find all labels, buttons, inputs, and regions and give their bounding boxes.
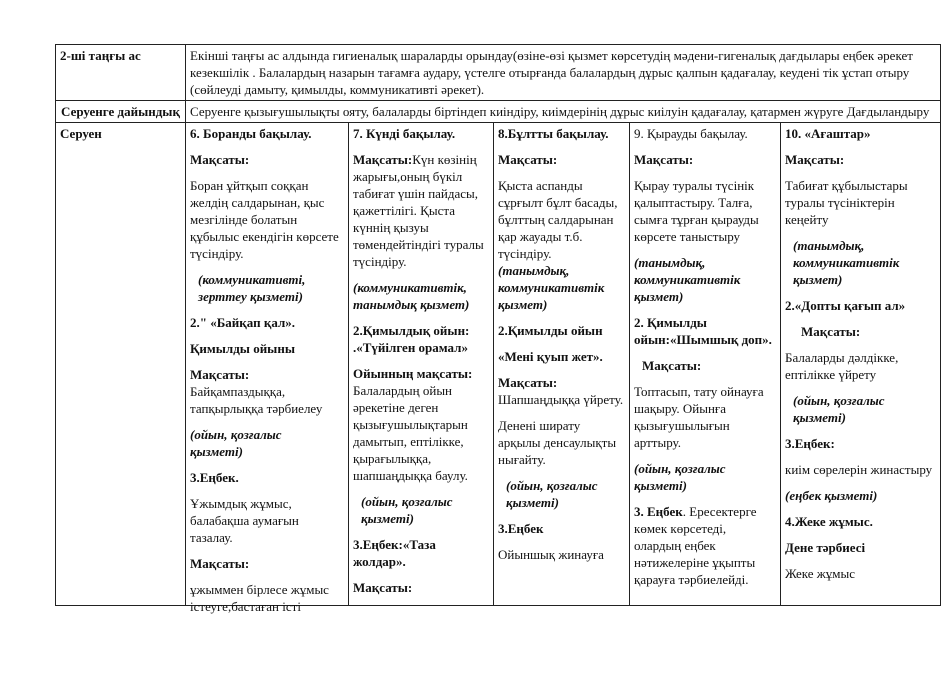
work-text: Ұжымдық жұмыс, балабақша аумағын тазалау. [190, 496, 299, 545]
observation-title: 6. Боранды бақылау. [190, 126, 312, 141]
document-page [55, 44, 940, 614]
goal-label: Мақсаты: [785, 152, 845, 167]
walk-column-4 [630, 123, 781, 606]
goal-tag: (танымдық, коммуникативтік қызмет) [793, 238, 900, 287]
observation-title: 8.Бұлтты бақылау. [498, 126, 609, 141]
goal-text: Табиғат құбылыстары туралы түсініктерін кеңейту [785, 178, 908, 227]
goal-text: Қыста аспанды сұрғылт бұлт басады, бұлттың салдарынан қар жауады т.б. түсіндіру. [498, 178, 618, 261]
row-label-walk-prep: Серуенге дайындық [56, 101, 186, 123]
goal-text: Күн көзінің жарығы,оның бүкіл табиғат үшін пайдасы, қажеттілігі. Қыста күннің қызуы төмендейтіндігі туралы түсіндіру. [353, 152, 484, 269]
game-name: «Мені қуып жет». [498, 349, 603, 364]
game-tag: (ойын, қозғалыс қызметі) [634, 461, 726, 493]
game-title: 2. Қимылды ойын:«Шымшық доп». [634, 315, 772, 347]
game-goal-text-2: Денені ширату арқылы денсаулықты нығайту. [498, 418, 617, 467]
game-goal-text: Шапшаңдыққа үйрету. [498, 392, 624, 407]
game-goal [353, 365, 489, 484]
game-tag [190, 426, 344, 460]
game-tag: (ойын, қозғалыс қызметі) [793, 393, 885, 425]
game-goal-label: Мақсаты: [190, 367, 250, 382]
game-title: 2.Қимылдық ойын: .«Түйілген орамал» [353, 323, 470, 355]
work-text: Ойыншық жинауға [498, 547, 604, 562]
game-type: Қимылды ойыны [190, 341, 295, 356]
goal [498, 177, 625, 313]
row-second-breakfast [56, 45, 941, 101]
goal-tag: (коммуникативтік, танымдық қызмет) [353, 280, 470, 312]
individual-work-sub: Дене тәрбиесі [785, 540, 866, 555]
game-goal-text: Байқампаздыққа, тапқырлыққа тәрбиелеу [190, 384, 323, 416]
work-title: 3. Еңбек [634, 504, 683, 519]
work-text: . Ересектерге көмек көрсетеді, олардың еңбек нәтижелеріне ұқыпты қарауға тәрбиелейді. [634, 504, 757, 587]
work-goal-text: ұжыммен бірлесе жұмыс істеуге,бастаған істі [190, 582, 329, 614]
goal-text: Боран ұйтқып соққан желдің салдарынан, қыс мезгілінде болатын құбылыс екендігін көрсете түсіндіру. [190, 178, 339, 261]
observation-title: 10. «Ағаштар» [785, 126, 871, 141]
row-text-second-breakfast: Екінші таңғы ас алдында гигиеналық шараларды орындау(өзіне-өзі қызмет көрсетудің мәдени-гигеналық дағдылары еңбек әрекет кезекшілік . Балалардың назарын тағамға аудару, үстелге отырғанда балалардың дұрыс қалпын қадағалау, кеудені тік ұстап отыру (сөйлеуді дамыту, қимылды, коммуникативті әрекет). [186, 45, 941, 101]
goal-label: Мақсаты: [498, 152, 558, 167]
game-goal [190, 366, 344, 417]
walk-column-5 [781, 123, 941, 606]
work-title: 3.Еңбек: [785, 436, 835, 451]
game-tag: (ойын, қозғалыс қызметі) [361, 494, 453, 526]
game-goal-text: Топтасып, тату ойнауға шақыру. Ойынға қызығушылығын арттыру. [634, 384, 764, 450]
walk-column-3 [494, 123, 630, 606]
goal-label: Мақсаты: [353, 152, 413, 167]
row-walk-prep [56, 101, 941, 123]
game-tag-line-1: (ойын, қозғалыс [190, 427, 282, 442]
work-goal-label: Мақсаты: [353, 580, 413, 595]
work-text: киім сөрелерін жинастыру [785, 462, 933, 477]
individual-work-text: Жеке жұмыс [785, 566, 855, 581]
game-goal-label: Ойынның мақсаты: [353, 366, 473, 381]
game-goal-label: Мақсаты: [498, 375, 558, 390]
row-label-walk: Серуен [56, 123, 186, 606]
game-tag: (ойын, қозғалыс қызметі) [506, 478, 598, 510]
daily-plan-table [55, 44, 941, 614]
observation-title: 7. Күнді бақылау. [353, 126, 456, 141]
goal [353, 151, 489, 270]
goal-tag: (коммуникативті, зерттеу қызметі) [198, 272, 306, 304]
game-goal-text: Балалардың ойын әрекетіне деген қызығушылықтарын дамытып, ептілікке, қырағылыққа, шапшаңдыққа баулу. [353, 383, 468, 483]
game-goal-text: Балаларды дәлдікке, ептілікке үйрету [785, 350, 899, 382]
goal-tag: (танымдық, коммуникативтік қызмет) [498, 263, 605, 312]
walk-column-2 [349, 123, 494, 606]
game-tag-line-2: қызметі) [190, 444, 243, 459]
game-goal-label: Мақсаты: [801, 324, 861, 339]
work-goal-label: Мақсаты: [190, 556, 250, 571]
game-title: 2.«Допты қағып ал» [785, 298, 906, 313]
individual-work-title: 4.Жеке жұмыс. [785, 514, 873, 529]
game-goal [498, 374, 625, 408]
game-title: 2.Қимылды ойын [498, 323, 603, 338]
goal-tag: (танымдық, коммуникативтік қызмет) [634, 255, 741, 304]
row-walk [56, 123, 941, 606]
work-title: 3.Еңбек:«Таза жолдар». [353, 537, 436, 569]
work-title: 3.Еңбек. [190, 470, 239, 485]
work-tag: (еңбек қызметі) [785, 488, 878, 503]
observation-title: 9. Қырауды бақылау. [634, 126, 748, 141]
goal-label: Мақсаты: [634, 152, 694, 167]
work [634, 503, 776, 588]
goal-label: Мақсаты: [190, 152, 250, 167]
row-label-second-breakfast: 2-ші таңғы ас [56, 45, 186, 101]
work-title: 3.Еңбек [498, 521, 544, 536]
goal-text: Қырау туралы түсінік қалыптастыру. Талға, сымға тұрған қырауды көрсете таныстыру [634, 178, 759, 244]
game-goal-label: Мақсаты: [642, 358, 702, 373]
row-text-walk-prep: Серуенге қызығушылықты ояту, балаларды біртіндеп киіндіру, киімдерінің дұрыс киілуін қадағалау, қатармен жүруге Дағдыландыру [186, 101, 941, 123]
walk-column-1 [186, 123, 349, 614]
game-title: 2." «Байқап қал». [190, 315, 296, 330]
